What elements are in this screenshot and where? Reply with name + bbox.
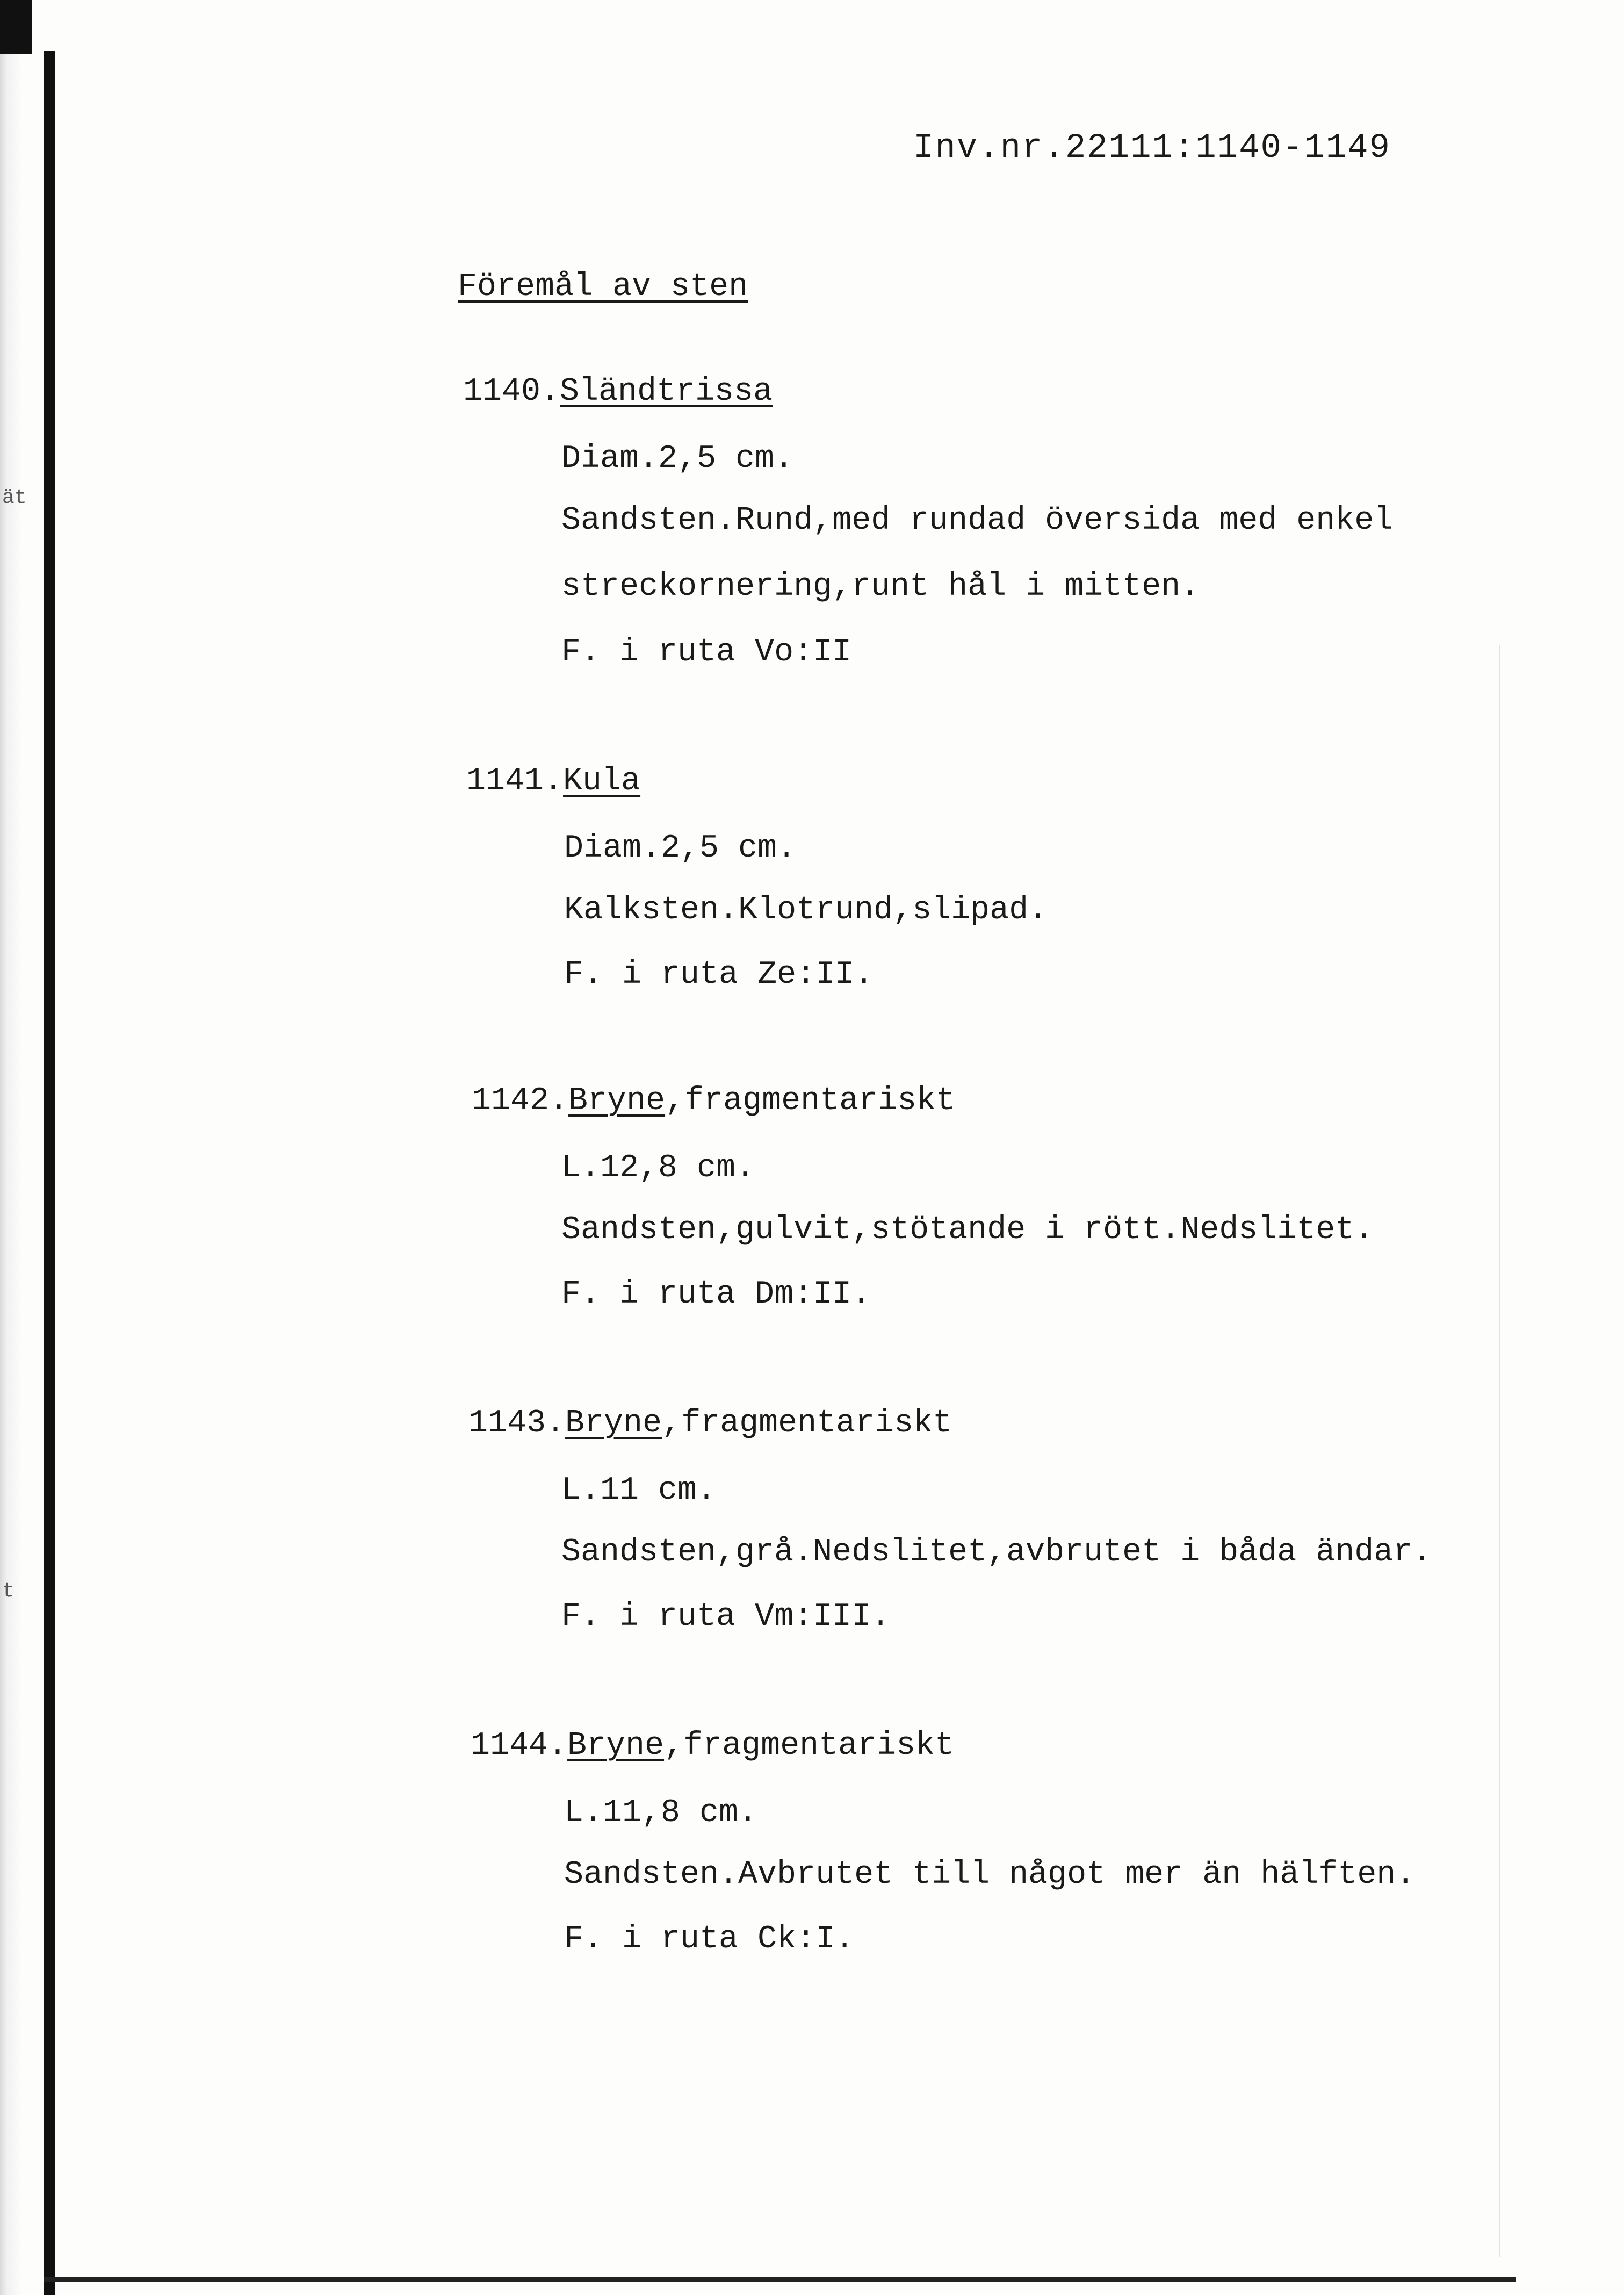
- entry-line: Sandsten.Rund,med rundad översida med enkel: [561, 502, 1394, 539]
- entry-line: L.11 cm.: [561, 1472, 717, 1509]
- entry-heading: [466, 763, 640, 800]
- entry-heading: [463, 373, 773, 410]
- entry-number: 1144.: [471, 1728, 568, 1764]
- entry-line: Diam.2,5 cm.: [561, 441, 794, 477]
- edge-mark: ät: [2, 486, 27, 509]
- entry-suffix: ,fragmentariskt: [662, 1405, 952, 1442]
- entry-heading: [468, 1405, 952, 1442]
- entry-line: L.12,8 cm.: [561, 1150, 755, 1186]
- entry-number: 1143.: [468, 1405, 566, 1442]
- entry-name: Kula: [563, 763, 641, 800]
- corner-mark: [0, 0, 32, 54]
- entry-name: Bryne: [567, 1728, 665, 1764]
- entry-line: F. i ruta Vm:III.: [561, 1599, 891, 1635]
- entry-line: F. i ruta Ck:I.: [564, 1921, 855, 1958]
- entry-heading: [471, 1728, 954, 1764]
- entry-name: Bryne: [568, 1083, 666, 1119]
- entry-line: Sandsten.Avbrutet till något mer än hälften.: [564, 1857, 1416, 1893]
- entry-line: L.11,8 cm.: [564, 1795, 758, 1831]
- entry-name: Bryne: [565, 1405, 662, 1442]
- scan-edge: [0, 0, 21, 2295]
- entry-number: 1141.: [466, 763, 564, 800]
- entry-line: F. i ruta Dm:II.: [561, 1276, 871, 1313]
- entry-line: Diam.2,5 cm.: [564, 830, 797, 867]
- bottom-border: [44, 2277, 1516, 2282]
- entry-line: F. i ruta Vo:II: [561, 634, 852, 671]
- entry-line: Sandsten,grå.Nedslitet,avbrutet i båda ändar.: [561, 1534, 1432, 1571]
- entry-heading: [472, 1083, 955, 1119]
- section-heading: Föremål av sten: [458, 269, 748, 305]
- entry-line: Sandsten,gulvit,stötande i rött.Nedslitet.: [561, 1212, 1374, 1248]
- entry-number: 1140.: [463, 373, 560, 410]
- binding-line: [44, 51, 55, 2295]
- entry-suffix: ,fragmentariskt: [665, 1083, 956, 1119]
- entry-name: Sländtrissa: [560, 373, 773, 410]
- entry-line: Kalksten.Klotrund,slipad.: [564, 892, 1048, 929]
- entry-line: streckornering,runt hål i mitten.: [561, 569, 1200, 605]
- inventory-number: Inv.nr.22111:1140-1149: [913, 129, 1391, 168]
- scan-shadow: [1499, 645, 1500, 2257]
- entry-number: 1142.: [472, 1083, 569, 1119]
- entry-line: F. i ruta Ze:II.: [564, 956, 874, 993]
- edge-mark: t: [2, 1580, 15, 1603]
- entry-suffix: ,fragmentariskt: [664, 1728, 955, 1764]
